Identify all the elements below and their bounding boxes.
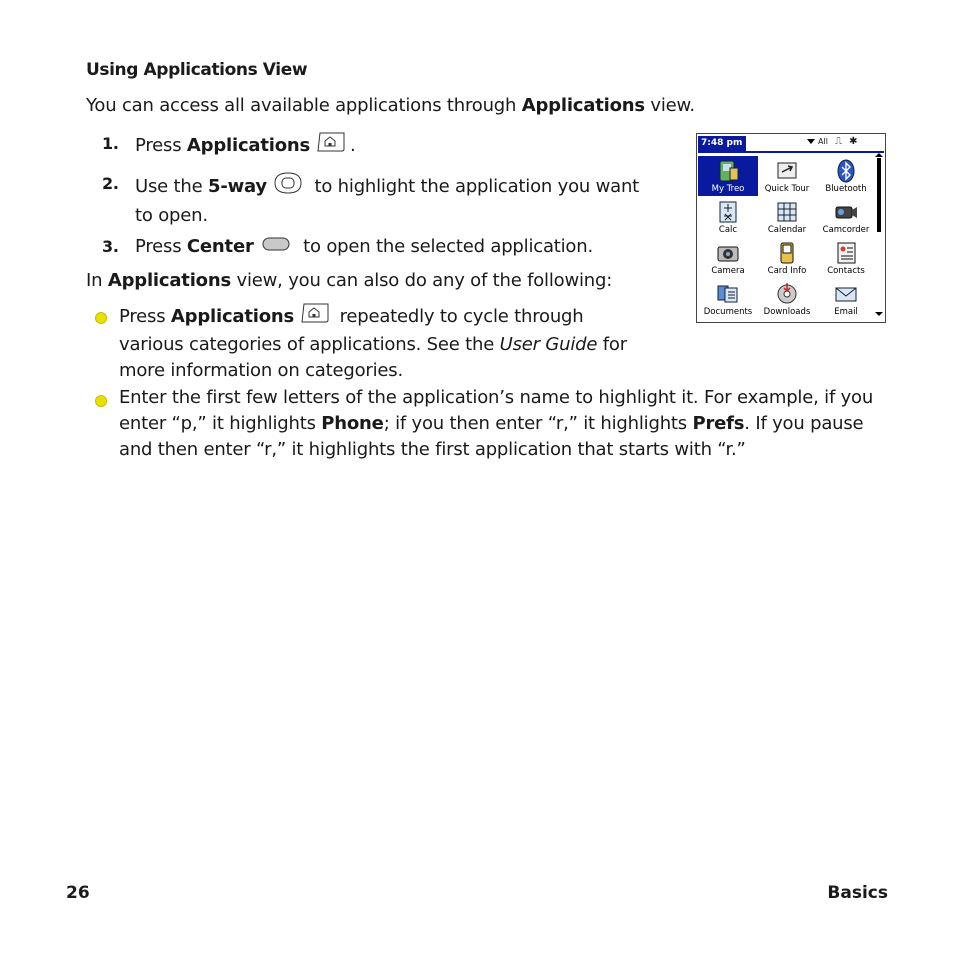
lead-paragraph: In Applications view, you can also do any of the following: bbox=[86, 270, 613, 291]
app-bluetooth[interactable] bbox=[816, 156, 876, 196]
title-bar bbox=[697, 134, 885, 152]
app-label: Downloads bbox=[763, 307, 811, 317]
app-card-info[interactable] bbox=[757, 238, 817, 278]
step-2: 2. Use the 5-way to highlight the application you want to open. bbox=[0, 171, 700, 223]
section-name: Basics bbox=[827, 883, 888, 903]
contacts-icon bbox=[833, 240, 859, 266]
mytreo-icon bbox=[715, 158, 741, 184]
app-quick-tour[interactable] bbox=[757, 156, 817, 196]
documents-icon bbox=[715, 281, 741, 307]
step-number: 1. bbox=[102, 134, 119, 153]
scroll-down-icon[interactable] bbox=[875, 312, 883, 316]
step-1: 1. Press Applications . bbox=[0, 131, 700, 157]
downloads-icon bbox=[774, 281, 800, 307]
bullet-marker bbox=[95, 395, 107, 407]
app-label: Email bbox=[834, 307, 858, 317]
quicktour-icon bbox=[774, 158, 800, 184]
app-label: Quick Tour bbox=[764, 184, 810, 194]
app-label: Calendar bbox=[767, 225, 807, 235]
step-number: 2. bbox=[102, 174, 119, 193]
app-documents[interactable] bbox=[698, 279, 758, 319]
bullet-1: Press Applications repeatedly to cycle through various categories of applications. See the User Guide for more information on categories. bbox=[119, 302, 649, 384]
clock[interactable]: 7:48 pm bbox=[698, 136, 746, 151]
status-icons: ⎍ ✱ bbox=[835, 136, 860, 147]
applications-screen bbox=[696, 133, 886, 323]
section-heading: Using Applications View bbox=[86, 60, 308, 80]
app-email[interactable] bbox=[816, 279, 876, 319]
center-button-icon bbox=[262, 234, 290, 260]
bluetooth-icon bbox=[833, 158, 859, 184]
camera-icon bbox=[715, 240, 741, 266]
app-label: Camcorder bbox=[822, 225, 870, 235]
bullet-marker bbox=[95, 312, 107, 324]
cardinfo-icon bbox=[774, 240, 800, 266]
app-contacts[interactable] bbox=[816, 238, 876, 278]
app-label: Calc bbox=[718, 225, 738, 235]
app-downloads[interactable] bbox=[757, 279, 817, 319]
app-label: Card Info bbox=[767, 266, 807, 276]
step-number: 3. bbox=[102, 237, 119, 256]
intro-paragraph: You can access all available applications through Applications view. bbox=[86, 95, 695, 116]
bullet-2: Enter the first few letters of the application’s name to highlight it. For example, if you enter “p,” it highlights Phone; if you then enter “r,” it highlights Prefs. If you pause and then enter “r,” it highlights the first application that starts with “r.” bbox=[119, 387, 874, 460]
calc-icon bbox=[715, 199, 741, 225]
camcorder-icon bbox=[833, 199, 859, 225]
email-icon bbox=[833, 281, 859, 307]
page-number: 26 bbox=[66, 883, 90, 903]
app-my-treo[interactable] bbox=[698, 156, 758, 196]
app-label: Contacts bbox=[827, 266, 865, 276]
app-calendar[interactable] bbox=[757, 197, 817, 237]
scrollbar[interactable] bbox=[877, 158, 881, 232]
app-calc[interactable] bbox=[698, 197, 758, 237]
app-label: Camera bbox=[711, 266, 745, 276]
app-label: My Treo bbox=[711, 184, 745, 194]
calendar-icon bbox=[774, 199, 800, 225]
app-camera[interactable] bbox=[698, 238, 758, 278]
app-label: Documents bbox=[703, 307, 753, 317]
five-way-icon bbox=[271, 171, 305, 203]
applications-home-icon bbox=[298, 302, 330, 332]
category-picker[interactable]: All bbox=[807, 137, 828, 146]
scroll-up-icon[interactable] bbox=[875, 153, 883, 157]
applications-home-icon bbox=[314, 131, 346, 161]
step-3: 3. Press Center to open the selected application. bbox=[0, 234, 700, 260]
app-label: Bluetooth bbox=[825, 184, 867, 194]
chevron-down-icon bbox=[807, 139, 815, 144]
app-camcorder[interactable] bbox=[816, 197, 876, 237]
